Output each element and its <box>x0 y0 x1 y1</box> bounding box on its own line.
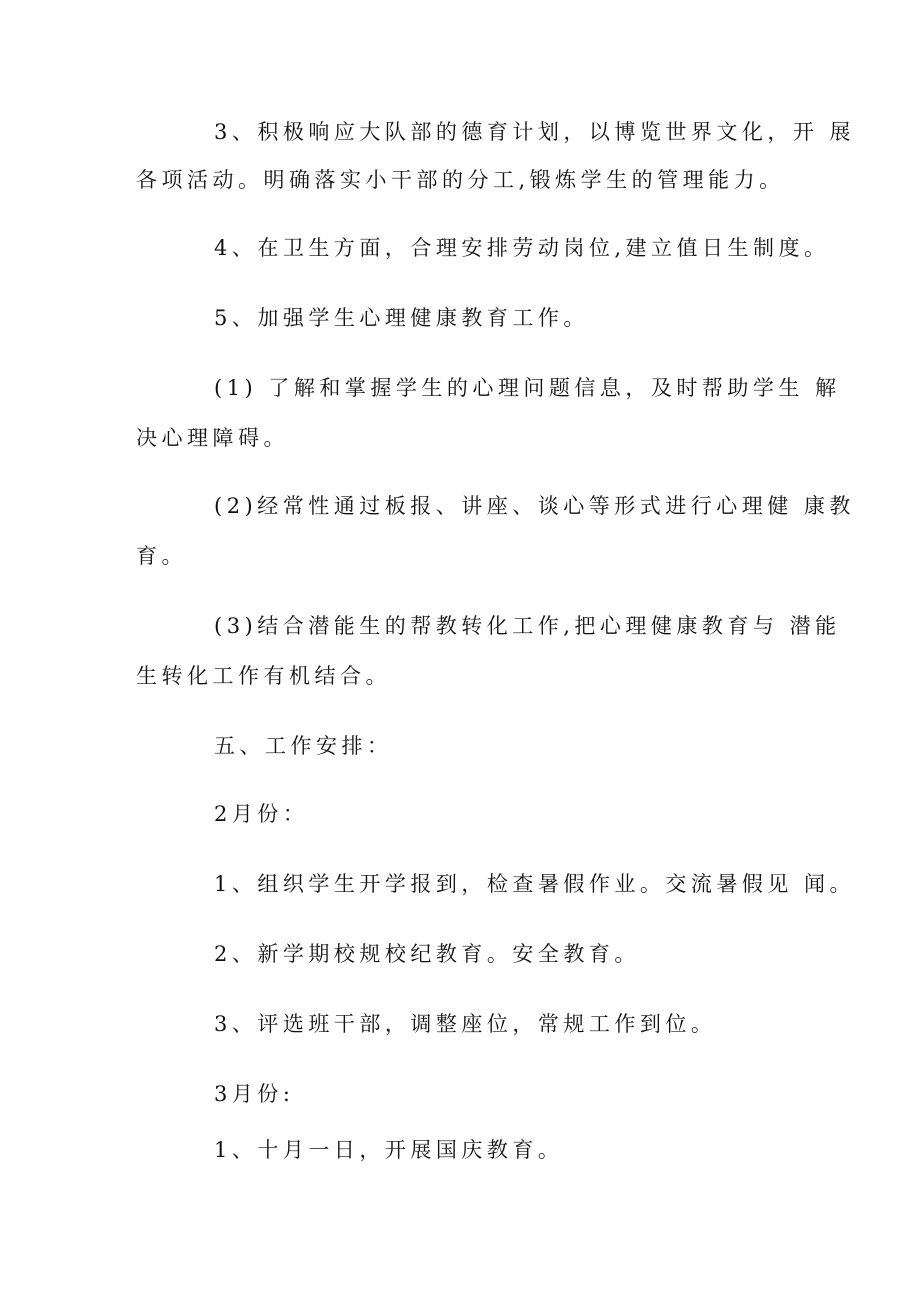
feb-item-3: 3、评选班干部，调整座位，常规工作到位。 <box>214 1012 717 1036</box>
paragraph-sub-3-line-1: (3)结合潜能生的帮教转化工作,把心理健康教育与 潜能 <box>214 614 841 638</box>
paragraph-item-3-line-1: 3、积极响应大队部的德育计划，以博览世界文化，开 展 <box>214 120 856 144</box>
paragraph-sub-2-line-1: (2)经常性通过板报、讲座、谈心等形式进行心理健 康教 <box>214 494 855 518</box>
section-heading-work-arrangement: 五、工作安排： <box>214 734 393 758</box>
month-heading-march: 3月份: <box>214 1082 295 1106</box>
paragraph-sub-3-line-2: 生转化工作有机结合。 <box>136 664 391 688</box>
paragraph-sub-1-line-1: (1) 了解和掌握学生的心理问题信息，及时帮助学生 解 <box>214 376 841 400</box>
paragraph-sub-1-line-2: 决心理障碍。 <box>136 426 289 450</box>
feb-item-2: 2、新学期校规校纪教育。安全教育。 <box>214 942 640 966</box>
feb-item-1: 1、组织学生开学报到，检查暑假作业。交流暑假见 闻。 <box>214 872 856 896</box>
mar-item-1: 1、十月一日，开展国庆教育。 <box>214 1138 564 1162</box>
month-heading-february: 2月份： <box>214 802 309 826</box>
paragraph-sub-2-line-2: 育。 <box>136 544 187 568</box>
paragraph-item-3-line-2: 各项活动。明确落实小干部的分工,锻炼学生的管理能力。 <box>136 168 785 192</box>
paragraph-item-5: 5、加强学生心理健康教育工作。 <box>214 306 589 330</box>
paragraph-item-4: 4、在卫生方面，合理安排劳动岗位,建立值日生制度。 <box>214 236 830 260</box>
